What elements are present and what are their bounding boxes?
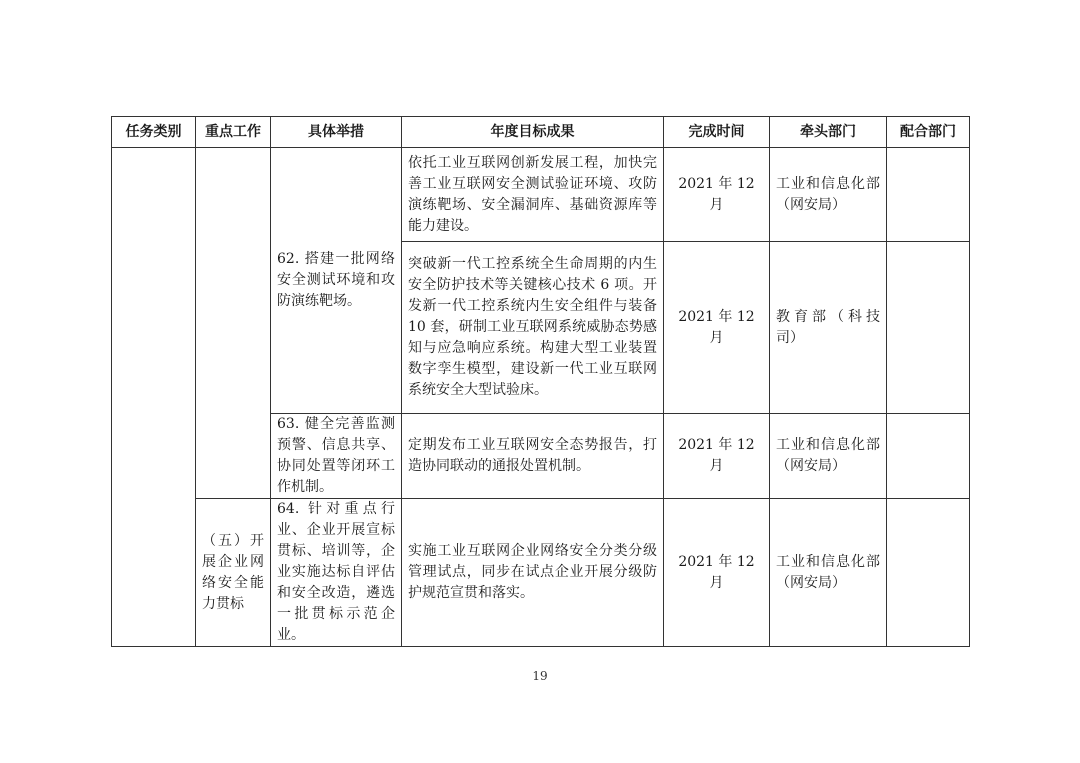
lead-cell: 工业和信息化部（网安局） <box>770 499 887 647</box>
lead-cell: 工业和信息化部（网安局） <box>770 148 887 242</box>
goal-cell: 定期发布工业互联网安全态势报告，打造协同联动的通报处置机制。 <box>402 414 664 499</box>
measure-cell: 62. 搭建一批网络安全测试环境和攻防演练靶场。 <box>271 148 402 414</box>
page-number: 19 <box>532 669 548 683</box>
header-completion-time: 完成时间 <box>664 117 770 148</box>
table-row <box>112 499 970 647</box>
time-cell: 2021 年 12 月 <box>664 242 770 414</box>
cooperate-cell <box>887 242 970 414</box>
measure-cell: 64. 针对重点行业、企业开展宣标贯标、培训等，企业实施达标自评估和安全改造，遴选一批贯标示范企业。 <box>271 499 402 647</box>
goal-cell: 依托工业互联网创新发展工程，加快完善工业互联网安全测试验证环境、攻防演练靶场、安全漏洞库、基础资源库等能力建设。 <box>402 148 664 242</box>
table-row <box>112 148 970 242</box>
measure-cell: 63. 健全完善监测预警、信息共享、协同处置等闭环工作机制。 <box>271 414 402 499</box>
header-key-work: 重点工作 <box>196 117 271 148</box>
header-specific-measures: 具体举措 <box>271 117 402 148</box>
task-category-cell <box>112 148 196 647</box>
time-cell: 2021 年 12 月 <box>664 499 770 647</box>
goal-cell: 实施工业互联网企业网络安全分类分级管理试点，同步在试点企业开展分级防护规范宣贯和落实。 <box>402 499 664 647</box>
cooperate-cell <box>887 148 970 242</box>
goal-cell: 突破新一代工控系统全生命周期的内生安全防护技术等关键核心技术 6 项。开发新一代工控系统内生安全组件与装备 10 套，研制工业互联网系统威胁态势感知与应急响应系统。构建大型工业装置数字孪生模型，建设新一代工业互联网系统安全大型试验床。 <box>402 242 664 414</box>
header-cooperating-department: 配合部门 <box>887 117 970 148</box>
lead-cell: 工业和信息化部（网安局） <box>770 414 887 499</box>
header-lead-department: 牵头部门 <box>770 117 887 148</box>
table-header-row <box>112 117 970 148</box>
key-work-cell: （五）开展企业网络安全能力贯标 <box>196 499 271 647</box>
time-cell: 2021 年 12 月 <box>664 414 770 499</box>
cooperate-cell <box>887 499 970 647</box>
task-table <box>111 116 970 647</box>
header-task-category: 任务类别 <box>112 117 196 148</box>
lead-cell: 教育部（科技司） <box>770 242 887 414</box>
header-annual-goals: 年度目标成果 <box>402 117 664 148</box>
time-cell: 2021 年 12 月 <box>664 148 770 242</box>
cooperate-cell <box>887 414 970 499</box>
key-work-cell <box>196 148 271 499</box>
